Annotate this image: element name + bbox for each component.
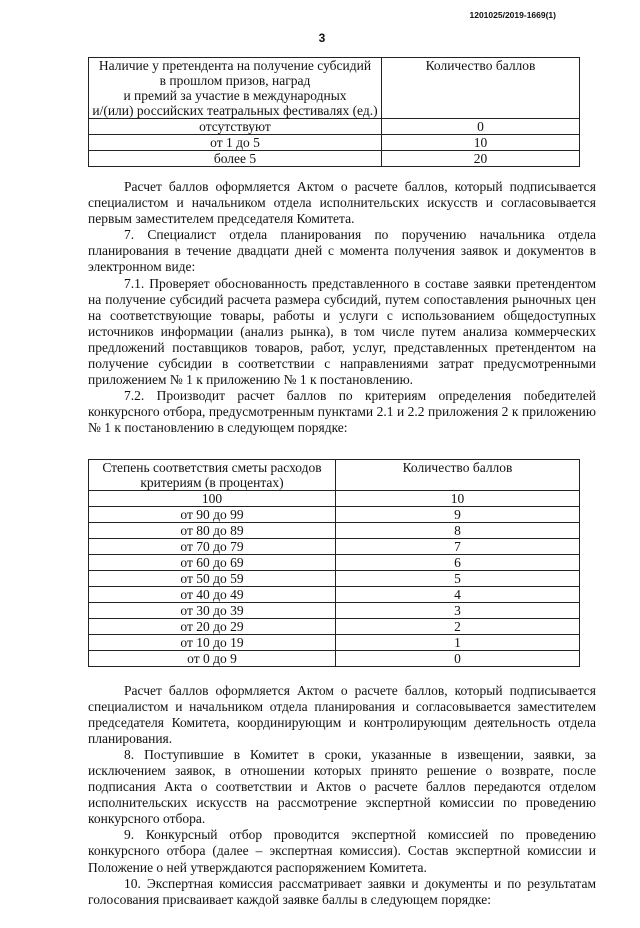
score-cell: 4 bbox=[336, 586, 580, 602]
header-line: Степень соответствия сметы расходов bbox=[102, 459, 322, 475]
score-cell: 3 bbox=[336, 602, 580, 618]
header-line: и/(или) российских театральных фестивалях (ед.) bbox=[92, 103, 378, 118]
criteria-cell: более 5 bbox=[89, 151, 382, 167]
paragraph: 7.2. Производит расчет баллов по критериям определения победителей конкурсного отбора, предусмотренным пунктами 2.1 и 2.2 приложения 2 к приложению № 1 к постановлению в следующем порядке: bbox=[88, 388, 596, 436]
score-cell: 0 bbox=[382, 119, 580, 135]
header-line: критериям (в процентах) bbox=[140, 474, 284, 490]
paragraph: Расчет баллов оформляется Актом о расчете баллов, который подписывается специалистом и начальником отдела планирования и согласовывается заместителем председателя Комитета, координирующим и контролирующим деятельность отдела планирования. bbox=[88, 682, 596, 746]
table-row bbox=[89, 506, 580, 522]
score-cell: 5 bbox=[336, 570, 580, 586]
criteria-cell: от 10 до 19 bbox=[89, 634, 336, 650]
table-header-row bbox=[89, 459, 580, 490]
criteria-cell: 100 bbox=[89, 490, 336, 506]
paragraph: 8. Поступившие в Комитет в сроки, указанные в извещении, заявки, за исключением заявок, в отношении которых принято решение о возврате, после подписания Акта о соответствии и Актов о расчете баллов передаются отделом исполнительских искусств на рассмотрение экспертной комиссии по проведению конкурсного отбора. bbox=[88, 746, 596, 827]
criteria-cell: от 40 до 49 bbox=[89, 586, 336, 602]
header-line: Наличие у претендента на получение субсидий bbox=[98, 58, 372, 73]
score-cell: 8 bbox=[336, 522, 580, 538]
header-line: и премий за участие в международных bbox=[123, 88, 347, 103]
criteria-cell: от 60 до 69 bbox=[89, 554, 336, 570]
criteria-cell: от 80 до 89 bbox=[89, 522, 336, 538]
paragraph: 7.1. Проверяет обоснованность представленного в составе заявки претендентом на получение субсидий расчета размера субсидий, путем сопоставления рыночных цен на соответствующие товары, работы и услуги с использованием общедоступных источников информации (анализ рынка), в том числе путем анализа коммерческих предложений поставщиков товаров, работ, услуг, представленных претендентом на получение субсидии в соответствии с направлениями затрат предусмотренными приложением № 1 к приложению № 1 к постановлению. bbox=[88, 275, 596, 388]
criteria-cell: отсутствуют bbox=[89, 119, 382, 135]
table-row bbox=[89, 151, 580, 167]
table-row bbox=[89, 538, 580, 554]
score-cell: 0 bbox=[336, 650, 580, 666]
criteria-cell: от 0 до 9 bbox=[89, 650, 336, 666]
score-cell: 20 bbox=[382, 151, 580, 167]
text-block-bottom bbox=[88, 683, 596, 908]
table-row bbox=[89, 522, 580, 538]
table-row bbox=[89, 119, 580, 135]
table-row bbox=[89, 570, 580, 586]
table-header-row bbox=[89, 58, 580, 119]
score-cell: 10 bbox=[382, 135, 580, 151]
score-header: Количество баллов bbox=[382, 58, 580, 119]
paragraph: Расчет баллов оформляется Актом о расчете баллов, который подписывается специалистом и начальником отдела исполнительских искусств и согласовывается первым заместителем председателя Комитета. bbox=[88, 179, 596, 227]
page-number: 3 bbox=[318, 31, 326, 45]
criteria-cell: от 50 до 59 bbox=[89, 570, 336, 586]
paragraph: 7. Специалист отдела планирования по поручению начальника отдела планирования в течение двадцати дней с момента получения заявок и документов в электронном виде: bbox=[88, 227, 596, 275]
header-line: в прошлом призов, наград bbox=[159, 73, 311, 88]
criteria-cell: от 70 до 79 bbox=[89, 538, 336, 554]
paragraph: 9. Конкурсный отбор проводится экспертной комиссией по проведению конкурсного отбора (далее – экспертная комиссия). Состав экспертной комиссии и Положение о ней утверждаются распоряжением Комитета. bbox=[88, 827, 596, 875]
criteria-cell: от 1 до 5 bbox=[89, 135, 382, 151]
criteria-header bbox=[89, 459, 336, 490]
criteria-cell: от 30 до 39 bbox=[89, 602, 336, 618]
score-header: Количество баллов bbox=[336, 459, 580, 490]
table-row bbox=[89, 634, 580, 650]
paragraph: 10. Экспертная комиссия рассматривает заявки и документы и по результатам голосования присваивает каждой заявке баллы в следующем порядке: bbox=[88, 875, 596, 907]
table-row bbox=[89, 135, 580, 151]
score-cell: 1 bbox=[336, 634, 580, 650]
table-row bbox=[89, 650, 580, 666]
criteria-header bbox=[89, 58, 382, 119]
criteria-cell: от 20 до 29 bbox=[89, 618, 336, 634]
table-row bbox=[89, 490, 580, 506]
score-cell: 7 bbox=[336, 538, 580, 554]
table-row bbox=[89, 586, 580, 602]
table-row bbox=[89, 554, 580, 570]
score-cell: 10 bbox=[336, 490, 580, 506]
document-id: 1201025/2019-1669(1) bbox=[469, 10, 556, 20]
table-row bbox=[89, 618, 580, 634]
awards-score-table bbox=[88, 57, 580, 167]
table-row bbox=[89, 602, 580, 618]
criteria-cell: от 90 до 99 bbox=[89, 506, 336, 522]
score-cell: 2 bbox=[336, 618, 580, 634]
text-block-top bbox=[88, 179, 596, 437]
score-cell: 9 bbox=[336, 506, 580, 522]
estimate-score-table bbox=[88, 459, 580, 667]
score-cell: 6 bbox=[336, 554, 580, 570]
